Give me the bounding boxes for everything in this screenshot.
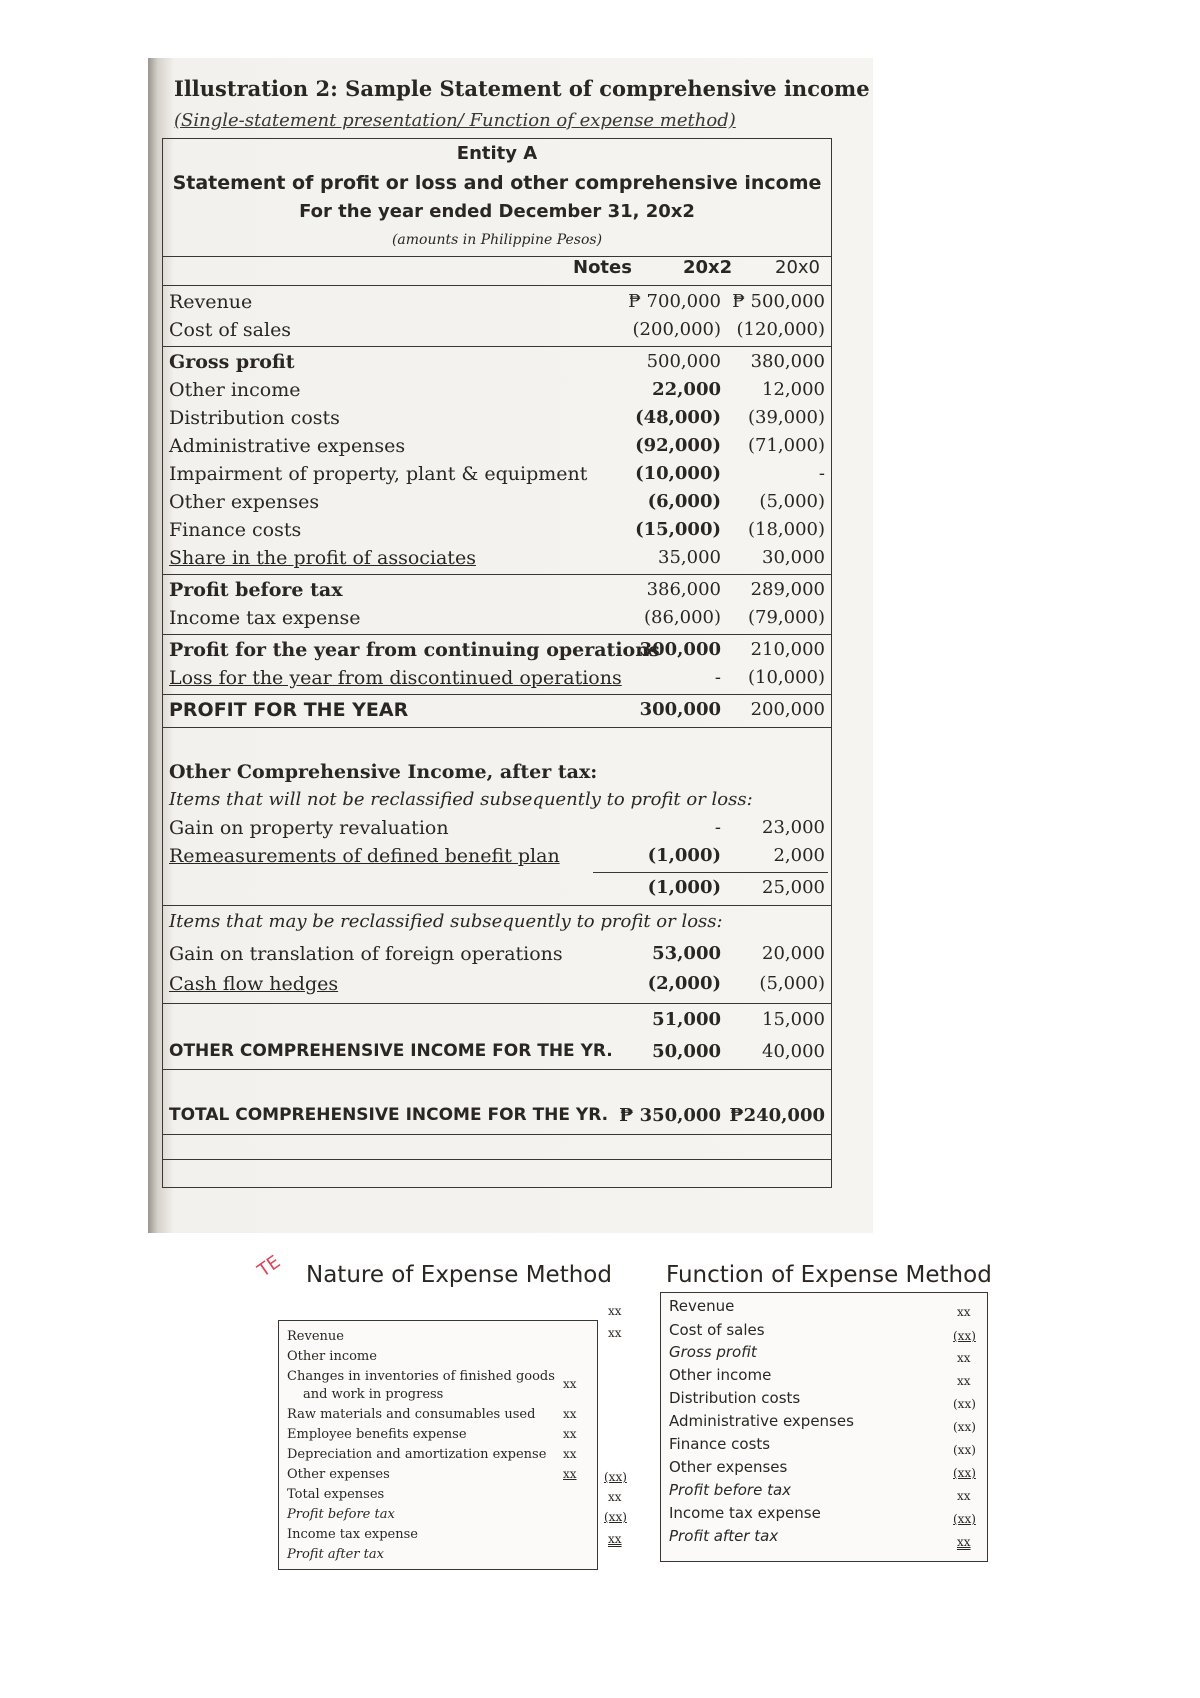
- row-profit-for-the-year: [163, 697, 831, 727]
- row-label: Other income: [169, 379, 301, 401]
- row-label: Revenue: [169, 291, 253, 313]
- row-value-1: 53,000: [652, 943, 721, 964]
- row-value-2: -: [818, 463, 825, 484]
- row-value-2: 15,000: [762, 1009, 825, 1030]
- row-value-1: 51,000: [652, 1009, 721, 1030]
- function-method-title: Function of Expense Method: [666, 1262, 992, 1288]
- list-item: Gross profit xx: [669, 1343, 971, 1365]
- row-value-2: 30,000: [762, 547, 825, 568]
- list-item: Profit after tax xx: [669, 1527, 971, 1549]
- col-notes: Notes: [573, 257, 632, 278]
- row-value-1: (48,000): [635, 407, 721, 428]
- nature-top-value: xx: [608, 1326, 622, 1340]
- row-label: Cash flow hedges: [169, 973, 339, 995]
- row-value-1: (1,000): [647, 845, 721, 866]
- entity-name: Entity A: [456, 143, 538, 164]
- row-value-2: (5,000): [759, 491, 825, 512]
- oci-not-reclassified-heading: [163, 787, 831, 817]
- row-label: Remeasurements of defined benefit plan: [169, 845, 560, 867]
- row-total-comprehensive-income: [163, 1103, 831, 1133]
- stamp-mark: TE: [254, 1251, 285, 1282]
- divider: [163, 727, 831, 728]
- row-revenue: [163, 289, 831, 319]
- list-item: Administrative expenses (xx): [669, 1412, 976, 1434]
- divider: [163, 905, 831, 906]
- oci-reclassified-heading-text: Items that may be reclassified subsequently to profit or loss:: [169, 911, 723, 932]
- row-foreign-translation: [163, 941, 831, 971]
- nature-value: xx: [608, 1490, 622, 1504]
- row-value-1: ₱ 350,000: [619, 1105, 721, 1126]
- row-reclassified-total: [163, 1007, 831, 1037]
- list-item: Profit after tax: [287, 1547, 384, 1562]
- row-value-2: (71,000): [747, 435, 825, 456]
- row-profit-before-tax: [163, 577, 831, 607]
- row-value-2: 25,000: [762, 877, 825, 898]
- divider: [163, 694, 831, 695]
- row-label: Other expenses: [169, 491, 320, 513]
- list-item: Cost of sales (xx): [669, 1321, 976, 1343]
- row-label: PROFIT FOR THE YEAR: [169, 699, 409, 721]
- row-value-2: (18,000): [747, 519, 825, 540]
- list-item: Employee benefits expense xx: [287, 1427, 577, 1442]
- nature-value: (xx): [604, 1470, 627, 1484]
- oci-not-reclassified-heading-text: Items that will not be reclassified subsequently to profit or loss:: [169, 789, 753, 810]
- list-item: Raw materials and consumables used xx: [287, 1407, 577, 1422]
- row-value-1: (92,000): [635, 435, 721, 456]
- nature-top-value: xx: [608, 1304, 622, 1318]
- nature-inner-box: [278, 1320, 598, 1570]
- row-cost-of-sales: [163, 317, 831, 347]
- row-impairment: [163, 461, 831, 491]
- row-other-income: [163, 377, 831, 407]
- list-item: Depreciation and amortization expense xx: [287, 1447, 577, 1462]
- row-value-2: 40,000: [762, 1041, 825, 1062]
- list-item: Revenue: [287, 1329, 344, 1344]
- row-label: OTHER COMPREHENSIVE INCOME FOR THE YR.: [169, 1041, 613, 1061]
- row-finance-costs: [163, 517, 831, 547]
- row-value-1: 500,000: [646, 351, 721, 372]
- row-value-1: ₱ 700,000: [628, 291, 721, 312]
- row-value-2: 380,000: [750, 351, 825, 372]
- row-value-1: (200,000): [632, 319, 721, 340]
- row-label: Income tax expense: [169, 607, 361, 629]
- statement-title: Statement of profit or loss and other comprehensive income: [172, 172, 822, 194]
- illustration-title: Illustration 2: Sample Statement of comprehensive income: [174, 76, 870, 101]
- row-value-1: -: [714, 667, 721, 688]
- row-value-1: -: [714, 817, 721, 838]
- row-label: Cost of sales: [169, 319, 292, 341]
- illustration-subtitle: (Single-statement presentation/ Function of expense method): [174, 110, 736, 131]
- oci-heading-text: Other Comprehensive Income, after tax:: [169, 761, 598, 783]
- row-not-reclassified-total: [163, 875, 831, 905]
- row-value-1: 50,000: [652, 1041, 721, 1062]
- row-value-2: 23,000: [762, 817, 825, 838]
- row-label: Gain on translation of foreign operations: [169, 943, 563, 965]
- function-box: [660, 1292, 988, 1562]
- oci-heading: [163, 759, 831, 789]
- row-label: Share in the profit of associates: [169, 547, 476, 569]
- row-value-2: (79,000): [747, 607, 825, 628]
- subtotal-line: [593, 872, 828, 873]
- row-value-2: (10,000): [747, 667, 825, 688]
- row-label: Distribution costs: [169, 407, 340, 429]
- row-administrative-expenses: [163, 433, 831, 463]
- list-item: Other income xx: [669, 1366, 971, 1388]
- oci-reclassified-heading: [163, 909, 831, 939]
- col-year-1: 20x2: [683, 257, 733, 278]
- row-oci-total: [163, 1039, 831, 1069]
- nature-value: xx: [608, 1532, 622, 1546]
- row-property-revaluation: [163, 815, 831, 845]
- row-label: Profit for the year from continuing operations: [169, 639, 660, 661]
- row-value-1: 386,000: [646, 579, 721, 600]
- divider: [163, 1069, 831, 1070]
- list-item: Changes in inventories of finished goods xx: [287, 1369, 577, 1391]
- row-value-2: ₱ 500,000: [732, 291, 825, 312]
- list-item: Other expenses xx: [287, 1467, 577, 1482]
- nature-value: (xx): [604, 1510, 627, 1524]
- row-value-2: (5,000): [759, 973, 825, 994]
- divider: [163, 346, 831, 347]
- row-value-2: 12,000: [762, 379, 825, 400]
- divider: [163, 1159, 831, 1160]
- list-item: Other expenses (xx): [669, 1458, 976, 1480]
- row-value-1: 22,000: [652, 379, 721, 400]
- divider: [163, 574, 831, 575]
- row-loss-discontinued: [163, 665, 831, 695]
- row-value-2: 20,000: [762, 943, 825, 964]
- scanned-page: [148, 58, 873, 1233]
- col-year-2: 20x0: [775, 257, 821, 278]
- row-label: Loss for the year from discontinued operations: [169, 667, 622, 689]
- row-value-2: ₱240,000: [729, 1105, 825, 1126]
- list-item: Revenue xx: [669, 1297, 971, 1319]
- row-value-2: (120,000): [736, 319, 825, 340]
- row-profit-continuing: [163, 637, 831, 667]
- list-item: Other income: [287, 1349, 377, 1364]
- row-label: TOTAL COMPREHENSIVE INCOME FOR THE YR.: [169, 1105, 609, 1125]
- row-value-1: (10,000): [635, 463, 721, 484]
- list-item: Profit before tax: [287, 1507, 395, 1522]
- nature-box: [278, 1300, 638, 1572]
- statement-box: [162, 138, 832, 1188]
- list-item: Income tax expense: [287, 1527, 418, 1542]
- row-income-tax-expense: [163, 605, 831, 635]
- divider: [163, 285, 831, 286]
- list-item: and work in progress: [303, 1387, 444, 1402]
- row-value-1: 300,000: [639, 639, 721, 660]
- row-value-2: (39,000): [747, 407, 825, 428]
- row-label: Administrative expenses: [169, 435, 406, 457]
- row-value-1: (15,000): [635, 519, 721, 540]
- row-value-1: 300,000: [639, 699, 721, 720]
- list-item: Total expenses: [287, 1487, 385, 1502]
- row-value-1: 35,000: [658, 547, 721, 568]
- list-item: Finance costs (xx): [669, 1435, 976, 1457]
- list-item: Profit before tax xx: [669, 1481, 971, 1503]
- row-label: Finance costs: [169, 519, 302, 541]
- divider: [163, 634, 831, 635]
- row-cash-flow-hedges: [163, 971, 831, 1001]
- row-value-1: (86,000): [643, 607, 721, 628]
- row-remeasurements: [163, 843, 831, 873]
- row-distribution-costs: [163, 405, 831, 435]
- row-gross-profit: [163, 349, 831, 379]
- row-value-2: 210,000: [750, 639, 825, 660]
- divider: [163, 1003, 831, 1004]
- amounts-note: (amounts in Philippine Pesos): [391, 232, 603, 248]
- row-label: Gain on property revaluation: [169, 817, 449, 839]
- row-other-expenses: [163, 489, 831, 519]
- row-value-2: 2,000: [773, 845, 825, 866]
- row-value-1: (1,000): [647, 877, 721, 898]
- list-item: Distribution costs (xx): [669, 1389, 976, 1411]
- row-label: Impairment of property, plant & equipment: [169, 463, 588, 485]
- row-value-1: (2,000): [647, 973, 721, 994]
- statement-period: For the year ended December 31, 20x2: [299, 201, 695, 222]
- row-label: Gross profit: [169, 351, 295, 373]
- row-value-2: 289,000: [750, 579, 825, 600]
- nature-method-title: Nature of Expense Method: [306, 1262, 612, 1288]
- row-value-2: 200,000: [750, 699, 825, 720]
- list-item: Income tax expense (xx): [669, 1504, 976, 1526]
- row-value-1: (6,000): [647, 491, 721, 512]
- row-label: Profit before tax: [169, 579, 343, 601]
- divider: [163, 1134, 831, 1135]
- row-share-in-associates: [163, 545, 831, 575]
